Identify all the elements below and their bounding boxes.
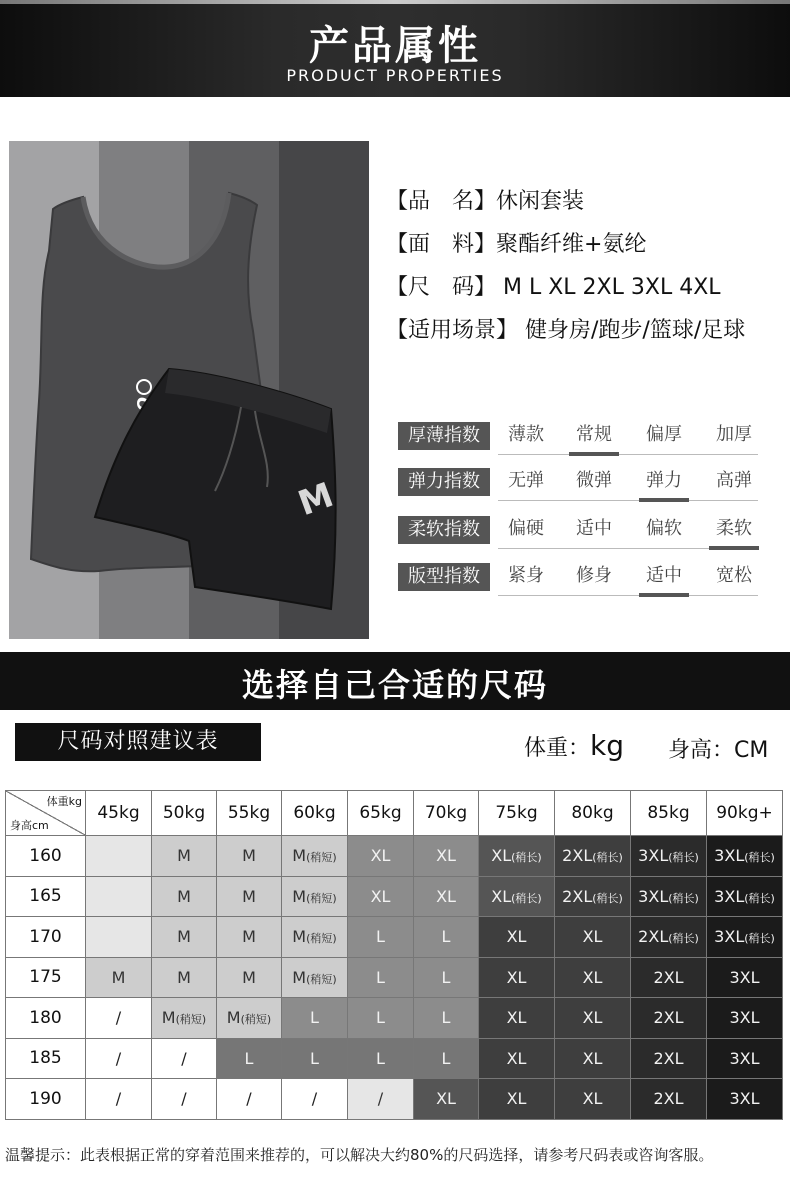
size-value: M [177, 846, 191, 866]
weight-header: 50kg [152, 791, 217, 836]
table-row [6, 836, 783, 877]
property-value: M L XL 2XL 3XL 4XL [496, 275, 721, 300]
size-note: (稍长) [668, 891, 699, 905]
size-value: L [310, 1048, 319, 1068]
product-image [9, 141, 369, 639]
size-value: M [292, 886, 307, 906]
size-value: XL [506, 967, 527, 987]
index-row-softness [398, 516, 758, 546]
weight-unit: kg [590, 729, 625, 762]
index-option: 弹力 [646, 470, 682, 491]
shorts-logo: M [293, 474, 339, 525]
size-value: L [376, 1008, 385, 1028]
size-section-title: 选择自己合适的尺码 [241, 666, 548, 704]
index-option: 无弹 [508, 470, 544, 491]
size-cell [555, 1079, 631, 1120]
size-cell [479, 1038, 555, 1079]
size-value: XL [506, 1089, 527, 1109]
footer-note: 温馨提示：此表根据正常的穿着范围来推荐的，可以解决大约80%的尺码选择，请参考尺码表或咨询客服。 [5, 1146, 714, 1164]
size-value: 2XL [562, 846, 593, 866]
size-value: XL [582, 1089, 603, 1109]
size-value: 2XL [653, 1048, 684, 1068]
size-value: 3XL [729, 1048, 760, 1068]
index-divider [498, 595, 758, 596]
size-cell [152, 836, 217, 877]
property-name [386, 180, 776, 223]
size-value: M [292, 967, 307, 987]
size-value: XL [436, 846, 456, 866]
index-label: 柔软指数 [398, 516, 490, 544]
weight-header: 65kg [348, 791, 414, 836]
weight-header: 90kg+ [707, 791, 783, 836]
size-note: (稍短) [306, 891, 337, 905]
size-value: XL [582, 1008, 603, 1028]
size-note: (稍长) [592, 891, 623, 905]
height-cell: 185 [6, 1038, 86, 1079]
property-value: 健身房/跑步/篮球/足球 [518, 318, 746, 343]
size-cell [282, 836, 348, 877]
index-option: 修身 [576, 565, 612, 586]
size-value: XL [491, 846, 512, 866]
size-cell [414, 917, 479, 958]
size-cell [217, 917, 282, 958]
banner-top-line [0, 0, 790, 4]
size-cell [282, 998, 348, 1039]
size-value: / [377, 1089, 384, 1109]
size-cell [217, 836, 282, 877]
size-value: L [441, 927, 451, 947]
index-option: 适中 [576, 518, 612, 539]
size-cell [282, 1079, 348, 1120]
size-cell [86, 917, 152, 958]
size-cell [348, 836, 414, 877]
size-cell [152, 957, 217, 998]
weight-label-text: 体重： [524, 736, 591, 761]
index-option: 加厚 [716, 424, 752, 445]
size-value: 2XL [653, 1008, 684, 1028]
banner-title: 产品属性 [309, 23, 481, 69]
weight-header: 80kg [555, 791, 631, 836]
size-note: (稍长) [668, 851, 699, 865]
size-cell [152, 876, 217, 917]
product-properties [386, 180, 776, 352]
table-row [6, 957, 783, 998]
size-value: 3XL [714, 927, 745, 947]
size-value: 3XL [729, 1089, 760, 1109]
weight-header: 85kg [631, 791, 707, 836]
size-cell [555, 917, 631, 958]
property-label: 【品 名】 [386, 189, 497, 214]
index-selected-marker [569, 452, 619, 456]
size-cell [555, 998, 631, 1039]
size-value: XL [582, 927, 603, 947]
table-row [6, 917, 783, 958]
size-cell [479, 1079, 555, 1120]
size-cell [479, 998, 555, 1039]
size-cell [348, 876, 414, 917]
size-cell [479, 876, 555, 917]
size-cell [152, 998, 217, 1039]
size-cell [348, 917, 414, 958]
index-option: 偏厚 [646, 424, 682, 445]
size-cell [555, 1038, 631, 1079]
size-value: XL [436, 1089, 456, 1109]
index-divider [498, 454, 758, 455]
size-note: (稍长) [511, 851, 542, 865]
size-cell [707, 957, 783, 998]
height-cell: 165 [6, 876, 86, 917]
size-cell [479, 836, 555, 877]
size-value: / [246, 1089, 252, 1109]
size-cell [282, 957, 348, 998]
index-option: 宽松 [716, 565, 752, 586]
size-value: M [242, 927, 256, 947]
table-row [6, 998, 783, 1039]
size-cell [282, 876, 348, 917]
size-cell [555, 957, 631, 998]
size-value: / [115, 1048, 122, 1068]
weight-header: 70kg [414, 791, 479, 836]
size-cell [631, 836, 707, 877]
size-cell [414, 876, 479, 917]
index-option: 薄款 [508, 424, 544, 445]
size-note: (稍长) [744, 932, 775, 946]
size-value: L [441, 967, 451, 987]
weight-header: 60kg [282, 791, 348, 836]
size-value: L [376, 927, 385, 947]
property-label: 【面 料】 [386, 232, 497, 257]
size-value: 3XL [638, 886, 669, 906]
size-cell [631, 1079, 707, 1120]
index-row-fit [398, 563, 758, 593]
weight-header: 45kg [86, 791, 152, 836]
size-cell [707, 917, 783, 958]
size-cell [217, 957, 282, 998]
table-corner-cell [6, 791, 86, 836]
size-cell [86, 957, 152, 998]
size-value: XL [582, 967, 603, 987]
size-cell [707, 836, 783, 877]
weight-header: 55kg [217, 791, 282, 836]
size-cell [282, 917, 348, 958]
size-cell [631, 876, 707, 917]
height-cell: 190 [6, 1079, 86, 1120]
size-value: 2XL [562, 886, 593, 906]
weight-unit-label [524, 729, 624, 762]
size-cell [217, 1038, 282, 1079]
size-value: / [311, 1089, 318, 1109]
size-note: (稍长) [744, 891, 775, 905]
size-cell [282, 1038, 348, 1079]
size-cell [86, 836, 152, 877]
size-cell [86, 1079, 152, 1120]
size-cell [631, 917, 707, 958]
size-value: 3XL [729, 1008, 760, 1028]
size-cell [152, 917, 217, 958]
header-banner [0, 0, 790, 97]
size-cell [348, 1079, 414, 1120]
size-value: XL [370, 886, 391, 906]
index-row-thickness [398, 422, 758, 452]
property-value: 聚酯纤维+氨纶 [496, 232, 647, 257]
table-header-row [6, 791, 783, 836]
size-note: (稍短) [240, 1013, 272, 1027]
size-cell [348, 957, 414, 998]
size-value: 2XL [638, 927, 669, 947]
property-label: 【适用场景】 [386, 318, 519, 343]
index-option: 紧身 [508, 565, 544, 586]
size-cell [86, 998, 152, 1039]
size-value: M [177, 886, 191, 906]
table-row [6, 1079, 783, 1120]
size-value: M [226, 1008, 241, 1028]
size-value: XL [506, 1008, 527, 1028]
size-cell [152, 1038, 217, 1079]
height-unit-label: 身高：CM [668, 738, 769, 763]
size-value: M [242, 846, 256, 866]
size-value: / [181, 1089, 187, 1109]
size-cell [348, 998, 414, 1039]
table-row [6, 1038, 783, 1079]
height-cell: 175 [6, 957, 86, 998]
corner-weight-label: 体重kg [46, 795, 82, 808]
size-cell [414, 1038, 479, 1079]
size-value: / [115, 1008, 122, 1028]
index-row-elasticity [398, 468, 758, 498]
size-cell [631, 957, 707, 998]
size-cell [86, 876, 152, 917]
size-cell [707, 998, 783, 1039]
size-cell [479, 957, 555, 998]
size-cell [631, 1038, 707, 1079]
outfit-illustration [9, 141, 369, 639]
size-value: M [177, 927, 191, 947]
banner-subtitle: PRODUCT PROPERTIES [286, 66, 504, 85]
size-value: M [292, 927, 307, 947]
size-cell [555, 836, 631, 877]
size-cell [348, 1038, 414, 1079]
index-option: 微弹 [576, 470, 612, 491]
property-fabric [386, 223, 776, 266]
size-note: (稍长) [511, 891, 542, 905]
size-cell [479, 917, 555, 958]
size-note: (稍短) [306, 932, 337, 946]
size-value: M [242, 967, 256, 987]
size-value: L [376, 1048, 385, 1068]
size-cell [555, 876, 631, 917]
size-value: XL [491, 886, 512, 906]
index-label: 弹力指数 [398, 468, 490, 496]
size-value: M [111, 967, 126, 987]
size-value: XL [370, 846, 391, 866]
size-value: M [242, 886, 256, 906]
size-cell [707, 1038, 783, 1079]
corner-height-label: 身高cm [10, 819, 49, 832]
size-cell [631, 998, 707, 1039]
height-cell: 180 [6, 998, 86, 1039]
size-cell [152, 1079, 217, 1120]
index-option: 适中 [646, 565, 682, 586]
size-cell [707, 1079, 783, 1120]
size-value: / [181, 1048, 187, 1068]
size-value: M [161, 1008, 176, 1028]
size-cell [414, 1079, 479, 1120]
size-value: M [292, 846, 307, 866]
index-option: 柔软 [716, 518, 752, 539]
index-option: 偏软 [646, 518, 682, 539]
size-note: (稍长) [668, 932, 699, 946]
index-option: 常规 [576, 424, 612, 445]
size-value: XL [506, 927, 527, 947]
size-note: (稍长) [592, 851, 623, 865]
size-value: XL [506, 1048, 527, 1068]
size-cell [707, 876, 783, 917]
index-label: 版型指数 [398, 563, 490, 591]
size-value: 3XL [714, 886, 745, 906]
size-cell [414, 957, 479, 998]
index-selected-marker [709, 546, 759, 550]
property-scenarios [386, 309, 776, 352]
size-cell [86, 1038, 152, 1079]
size-value: L [310, 1008, 319, 1028]
index-option: 高弹 [716, 470, 752, 491]
size-value: L [441, 1008, 451, 1028]
size-note: (稍短) [175, 1013, 207, 1027]
size-cell [414, 998, 479, 1039]
size-cell [217, 998, 282, 1039]
size-value: / [115, 1089, 122, 1109]
table-row [6, 876, 783, 917]
size-value: M [177, 967, 191, 987]
size-cell [217, 1079, 282, 1120]
size-cell [414, 836, 479, 877]
size-value: 2XL [653, 967, 684, 987]
size-note: (稍短) [306, 972, 337, 986]
index-label: 厚薄指数 [398, 422, 490, 450]
size-value: L [376, 967, 385, 987]
index-selected-marker [639, 593, 689, 597]
size-section-banner [0, 652, 790, 710]
size-value: 3XL [638, 846, 669, 866]
size-table-title: 尺码对照建议表 [15, 723, 261, 761]
index-selected-marker [639, 498, 689, 502]
property-sizes [386, 266, 776, 309]
height-cell: 160 [6, 836, 86, 877]
size-value: L [441, 1048, 451, 1068]
size-value: XL [436, 886, 456, 906]
size-chart-table [5, 790, 783, 1120]
size-cell [217, 876, 282, 917]
index-divider [498, 500, 758, 501]
size-value: L [244, 1048, 254, 1068]
weight-header: 75kg [479, 791, 555, 836]
property-label: 【尺 码】 [386, 275, 497, 300]
size-value: XL [582, 1048, 603, 1068]
index-option: 偏硬 [508, 518, 544, 539]
property-value: 休闲套装 [496, 189, 585, 214]
size-value: 3XL [714, 846, 745, 866]
size-note: (稍长) [744, 851, 775, 865]
size-value: 3XL [729, 967, 760, 987]
size-note: (稍短) [306, 851, 337, 865]
size-value: 2XL [653, 1089, 684, 1109]
height-cell: 170 [6, 917, 86, 958]
